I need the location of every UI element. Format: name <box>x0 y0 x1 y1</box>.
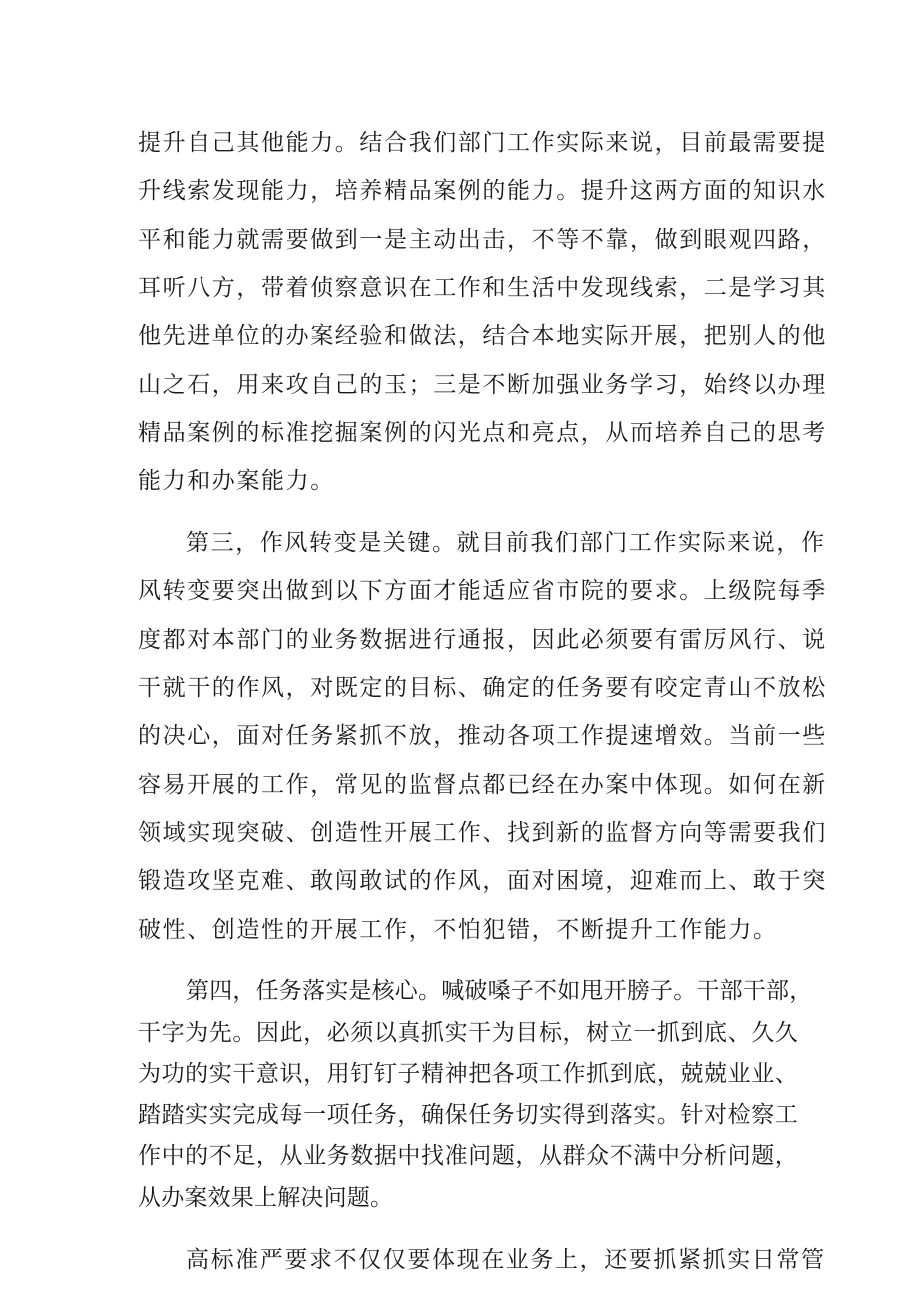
text-line: 从办案效果上解决问题。 <box>138 1184 394 1211</box>
text-line: 第四，任务落实是核心。喊破嗓子不如甩开膀子。干部干部， <box>186 978 813 1005</box>
text-line: 升线索发现能力，培养精品案例的能力。提升这两方面的知识水 <box>138 178 827 205</box>
text-line: 提升自己其他能力。结合我们部门工作实际来说，目前最需要提 <box>138 129 827 156</box>
text-line: 干字为先。因此，必须以真抓实干为目标，树立一抓到底、久久 <box>138 1019 798 1046</box>
text-line: 山之石，用来攻自己的玉；三是不断加强业务学习，始终以办理 <box>138 371 827 398</box>
text-line: 为功的实干意识，用钉钉子精神把各项工作抓到底，兢兢业业、 <box>138 1060 798 1087</box>
text-line: 第三，作风转变是关键。就目前我们部门工作实际来说，作 <box>186 529 826 556</box>
text-line: 破性、创造性的开展工作，不怕犯错，不断提升工作能力。 <box>138 916 778 943</box>
text-line: 锻造攻坚克难、敢闯敢试的作风，面对困境，迎难而上、敢于突 <box>138 868 827 895</box>
text-line: 作中的不足，从业务数据中找准问题，从群众不满中分析问题， <box>138 1143 798 1170</box>
text-line: 能力和办案能力。 <box>138 468 335 495</box>
text-line: 的决心，面对任务紧抓不放，推动各项工作提速增效。当前一些 <box>138 723 827 750</box>
text-line: 容易开展的工作，常见的监督点都已经在办案中体现。如何在新 <box>138 771 827 798</box>
text-line: 精品案例的标准挖掘案例的闪光点和亮点，从而培养自己的思考 <box>138 420 827 447</box>
text-line: 风转变要突出做到以下方面才能适应省市院的要求。上级院每季 <box>138 578 827 605</box>
text-line: 耳听八方，带着侦察意识在工作和生活中发现线索，二是学习其 <box>138 274 827 301</box>
text-line: 度都对本部门的业务数据进行通报，因此必须要有雷厉风行、说 <box>138 626 827 653</box>
text-line: 他先进单位的办案经验和做法，结合本地实际开展，把别人的他 <box>138 323 827 350</box>
text-line: 干就干的作风，对既定的目标、确定的任务要有咬定青山不放松 <box>138 674 827 701</box>
text-line: 平和能力就需要做到一是主动出击，不等不靠，做到眼观四路， <box>138 226 827 253</box>
text-line: 领域实现突破、创造性开展工作、找到新的监督方向等需要我们 <box>138 820 827 847</box>
text-line: 踏踏实实完成每一项任务，确保任务切实得到落实。针对检察工 <box>138 1102 798 1129</box>
text-line: 高标准严要求不仅仅要体现在业务上，还要抓紧抓实日常管 <box>186 1247 826 1274</box>
